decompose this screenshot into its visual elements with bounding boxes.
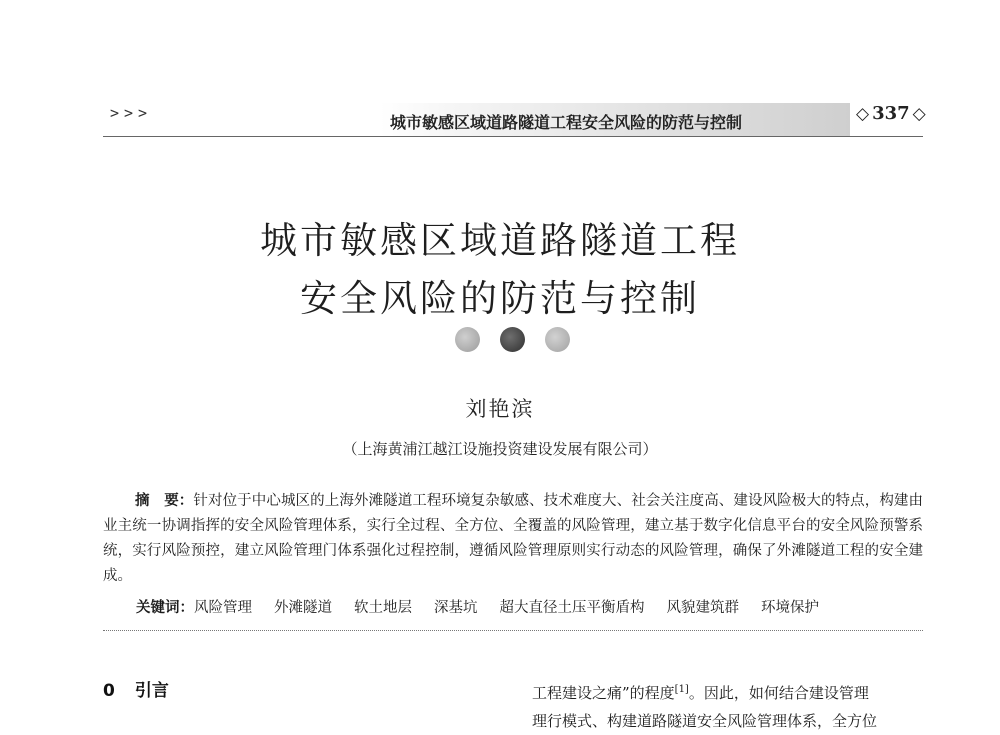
keyword: 风貌建筑群 — [666, 600, 739, 616]
abstract — [103, 489, 923, 589]
dark-dot-icon — [500, 327, 525, 352]
keyword: 超大直径土压平衡盾构 — [499, 600, 645, 616]
body-text: 。因此，如何结合建设管理 — [688, 684, 869, 702]
keyword: 软土地层 — [354, 600, 412, 616]
title-line-1: 城市敏感区域道路隧道工程 — [260, 219, 740, 262]
decorative-dots — [455, 327, 585, 353]
keyword: 深基坑 — [434, 600, 478, 616]
diamond-icon: ◇ — [856, 104, 870, 124]
keyword: 环境保护 — [761, 600, 819, 616]
abstract-text: 针对位于中心城区的上海外滩隧道工程环境复杂敏感、技术难度大、社会关注度高、建设风险极大的特点，构建由业主统一协调指挥的安全风险管理体系，实行全过程、全方位、全覆盖的风险管理，建立基于数字化信息平台的安全风险预警系统，实行风险预控，建立风险管理门体系强化过程控制，遵循风险管理原则实行动态的风险管理，确保了外滩隧道工程的安全建成。 — [103, 493, 924, 584]
author-name: 刘艳滨 — [465, 397, 535, 421]
author-affiliation: （上海黄浦江越江设施投资建设发展有限公司） — [342, 440, 658, 458]
section-number: 0 — [103, 681, 115, 701]
title-line-2: 安全风险的防范与控制 — [300, 277, 700, 320]
body-text-line-2: 理行模式、构建道路隧道安全风险管理体系，全方位 — [532, 712, 878, 730]
body-text: 工程建设之痛”的程度 — [532, 684, 675, 702]
body-text-right-column — [532, 676, 924, 735]
light-dot-icon — [455, 327, 480, 352]
running-title: 城市敏感区域道路隧道工程安全风险的防范与控制 — [390, 113, 743, 132]
diamond-icon: ◇ — [912, 104, 926, 124]
page-number-block — [856, 103, 926, 124]
page-number: 337 — [872, 103, 910, 124]
section-title: 引言 — [134, 681, 169, 701]
dotted-divider — [103, 630, 923, 631]
keywords-label: 关键词： — [136, 600, 194, 616]
header-rule — [103, 136, 923, 137]
abstract-label: 摘 要： — [135, 493, 194, 509]
citation-ref: [1] — [674, 684, 689, 695]
header-arrows: >>> — [110, 104, 153, 122]
keywords — [136, 596, 926, 617]
keyword: 外滩隧道 — [274, 600, 332, 616]
paper-title — [100, 212, 900, 328]
keyword: 风险管理 — [194, 600, 252, 616]
light-dot-icon — [545, 327, 570, 352]
section-heading — [103, 676, 169, 701]
